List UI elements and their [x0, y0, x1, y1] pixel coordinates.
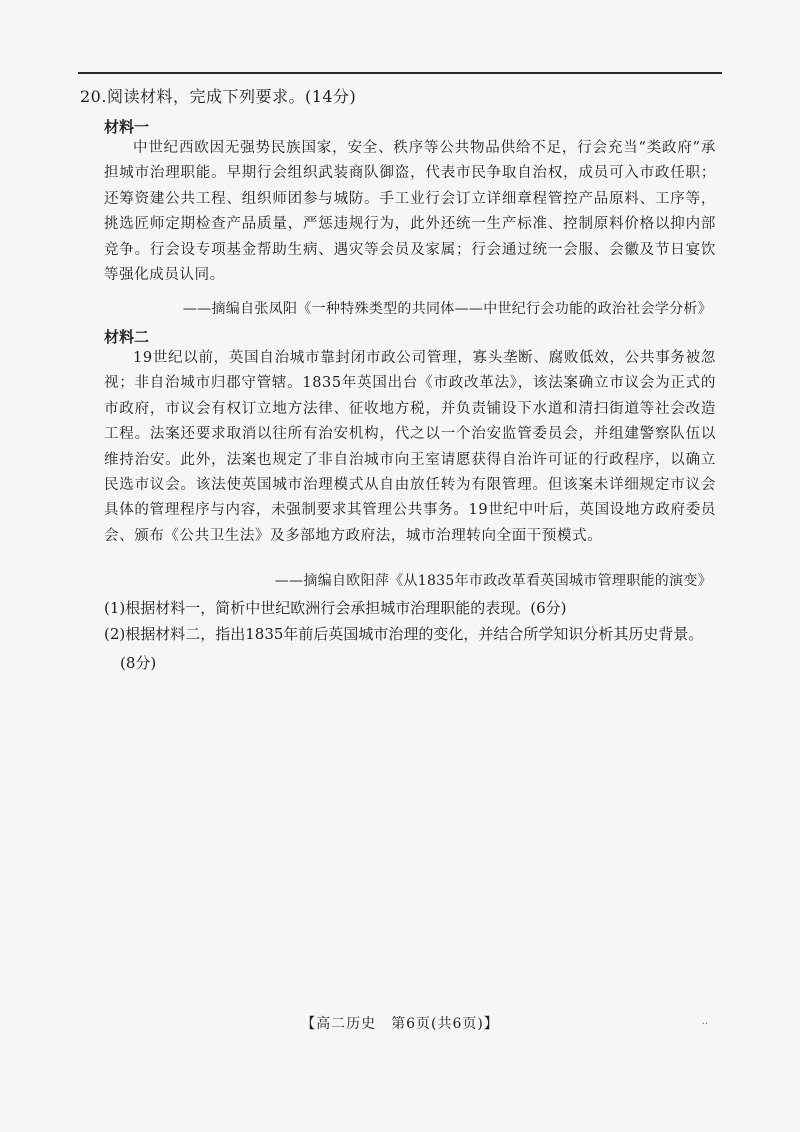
task-2-score: (8分) — [120, 654, 157, 672]
material2-text: 19世纪以前，英国自治城市靠封闭市政公司管理，寡头垄断、腐败低效，公共事务被忽视；非自治城市归郡守管辖。1835年英国出台《市政改革法》，该法案确立市议会为正式的市政府，市议会有权订立地方法律、征收地方税，并负责铺设下水道和清扫街道等社会改造工程。法案还要求取消以往所有治安机构，代之以一个治安监管委员会，并组建警察队伍以维持治安。此外，法案也规定了非自治城市向王室请愿获得自治许可证的行政程序，以确立民选市议会。该法使英国城市治理模式从自由放任转为有限管理。但该案未详细规定市议会具体的管理程序与内容，未强制要求其管理公共事务。19世纪中叶后，英国设地方政府委员会、颁布《公共卫生法》及多部地方政府法，城市治理转向全面干预模式。 — [104, 350, 716, 544]
task-1: (1)根据材料一，简析中世纪欧洲行会承担城市治理职能的表现。(6分) — [104, 599, 567, 617]
top-rule — [78, 72, 722, 74]
material1-title: 材料一 — [104, 118, 150, 136]
material2-title: 材料二 — [104, 328, 150, 346]
material1-source: ——摘编自张凤阳《一种特殊类型的共同体——中世纪行会功能的政治社会学分析》 — [182, 301, 712, 317]
task-2: (2)根据材料二，指出1835年前后英国城市治理的变化，并结合所学知识分析其历史背景。 — [104, 625, 704, 643]
material2-source: ——摘编自欧阳萍《从1835年市政改革看英国城市管理职能的演变》 — [274, 573, 712, 589]
footer-mark: .. — [701, 1016, 708, 1027]
question-header: 20.阅读材料，完成下列要求。(14分) — [80, 87, 357, 106]
page-footer: 【高二历史 第6页(共6页)】 — [301, 1016, 499, 1032]
material1-text: 中世纪西欧因无强势民族国家，安全、秩序等公共物品供给不足，行会充当“类政府”承担城市治理职能。早期行会组织武装商队御盗，代表市民争取自治权，成员可入市政任职；还筹资建公共工程、组织师团参与城防。手工业行会订立详细章程管控产品原料、工序等，挑选匠师定期检查产品质量，严惩违规行为，此外还统一生产标准、控制原料价格以抑内部竞争。行会设专项基金帮助生病、遇灾等会员及家属；行会通过统一会服、会徽及节日宴饮等强化成员认同。 — [104, 140, 716, 284]
